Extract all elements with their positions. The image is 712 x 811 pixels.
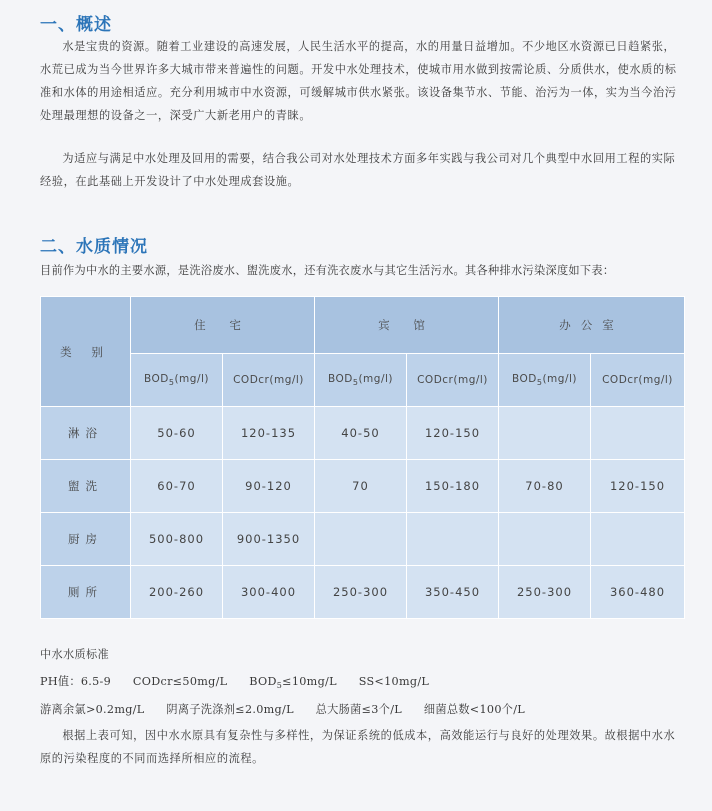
standard-cod: CODcr≤50mg/L <box>132 675 228 688</box>
standard-detergent: 阴离子洗涤剂≤2.0mg/L <box>166 703 294 716</box>
group-header-residence: 住 宅 <box>131 297 315 354</box>
row-header: 厕所 <box>41 566 131 619</box>
table-cell: 900-1350 <box>223 513 315 566</box>
table-cell <box>407 513 499 566</box>
standard-line-1 <box>40 673 447 690</box>
cod-header: CODcr(mg/l) <box>223 354 315 407</box>
table-cell: 120-135 <box>223 407 315 460</box>
table-cell: 70-80 <box>499 460 591 513</box>
group-header-hotel: 宾 馆 <box>315 297 499 354</box>
table-cell <box>499 513 591 566</box>
table-cell <box>499 407 591 460</box>
standard-bod: $BOD_5\le 10mg/L$ <box>249 675 337 691</box>
table-cell: 200-260 <box>131 566 223 619</box>
table-row <box>41 513 685 566</box>
water-quality-intro: 目前作为中水的主要水源，是洗浴废水、盥洗废水，还有洗衣废水与其它生活污水。其各种排水污染深度如下表： <box>40 264 615 277</box>
row-header: 淋浴 <box>41 407 131 460</box>
overview-paragraph-2: 为适应与满足中水处理及回用的需要，结合我公司对水处理技术方面多年实践与我公司对几个典型中水回用工程的实际经验，在此基础上开发设计了中水处理成套设施。 <box>40 152 676 188</box>
overview-paragraph-1: 水是宝贵的资源。随着工业建设的高速发展，人民生活水平的提高，水的用量日益增加。不少地区水资源已日趋紧张，水荒已成为当今世界许多大城市带来普遍性的问题。开发中水处理技术，使城市用水做到按需论质、分质供水，使水质的标准和水体的用途相适应。充分利用城市中水资源，可缓解城市供水紧张。该设备集节水、节能、治污为一体，实为当今治污处理最理想的设备之一，深受广大新老用户的青睐。 <box>40 40 677 122</box>
row-header: 盥洗 <box>41 460 131 513</box>
table-cell: 60-70 <box>131 460 223 513</box>
standard-title: 中水水质标准 <box>40 648 109 661</box>
category-header: 类 别 <box>41 297 131 407</box>
bod-header: $BOD_5(mg/l)$ <box>499 354 591 407</box>
table-cell: 150-180 <box>407 460 499 513</box>
table-cell: 360-480 <box>591 566 685 619</box>
cod-header: CODcr(mg/l) <box>407 354 499 407</box>
section-title-water-quality: 二、水质情况 <box>40 237 148 257</box>
table-cell: 500-800 <box>131 513 223 566</box>
table-row <box>41 407 685 460</box>
bod-header: $BOD_5(mg/l)$ <box>131 354 223 407</box>
table-cell: 350-450 <box>407 566 499 619</box>
standard-coliform: 总大肠菌≤3个/L <box>315 703 402 716</box>
standard-ph: PH值：6.5-9 <box>40 675 112 688</box>
standard-line-2 <box>40 701 543 717</box>
table-cell: 250-300 <box>315 566 407 619</box>
standard-chlorine: 游离余氯>0.2mg/L <box>40 703 145 716</box>
table-cell <box>591 513 685 566</box>
row-header: 厨房 <box>41 513 131 566</box>
table-cell: 120-150 <box>591 460 685 513</box>
table-cell: 90-120 <box>223 460 315 513</box>
table-cell: 50-60 <box>131 407 223 460</box>
table-cell: 40-50 <box>315 407 407 460</box>
table-row <box>41 566 685 619</box>
conclusion-paragraph: 根据上表可知，因中水水原具有复杂性与多样性，为保证系统的低成本，高效能运行与良好的处理效果。故根据中水水原的污染程度的不同而选择所相应的流程。 <box>40 729 676 765</box>
table-cell <box>315 513 407 566</box>
table-row <box>41 460 685 513</box>
section-title-overview: 一、概述 <box>40 15 112 35</box>
cod-header: CODcr(mg/l) <box>591 354 685 407</box>
table-cell <box>591 407 685 460</box>
pollution-table <box>40 296 685 619</box>
table-cell: 250-300 <box>499 566 591 619</box>
table-cell: 70 <box>315 460 407 513</box>
group-header-office: 办公室 <box>499 297 685 354</box>
table-cell: 120-150 <box>407 407 499 460</box>
standard-ss: SS<10mg/L <box>358 675 430 688</box>
bod-header: $BOD_5(mg/l)$ <box>315 354 407 407</box>
table-cell: 300-400 <box>223 566 315 619</box>
standard-bacteria: 细菌总数<100个/L <box>423 703 526 716</box>
